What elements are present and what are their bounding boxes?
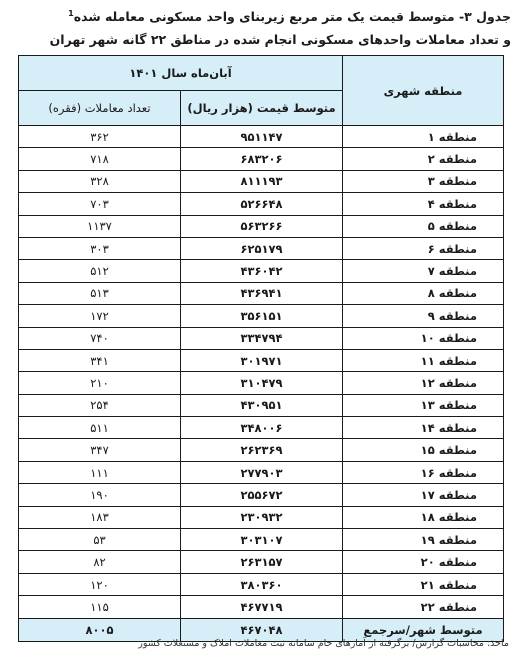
region-cell: منطقه ۲۲ xyxy=(343,596,504,618)
footer-price-cell: ۴۶۷۰۴۸ xyxy=(181,618,343,641)
count-cell: ۸۲ xyxy=(19,551,181,573)
count-cell: ۳۲۸ xyxy=(19,170,181,192)
price-table xyxy=(18,55,504,642)
table-row xyxy=(19,237,504,259)
region-cell: منطقه ۳ xyxy=(343,170,504,192)
count-cell: ۱۱۳۷ xyxy=(19,215,181,237)
count-cell: ۱۷۲ xyxy=(19,305,181,327)
price-cell: ۲۷۷۹۰۳ xyxy=(181,461,343,483)
count-cell: ۲۱۰ xyxy=(19,372,181,394)
region-cell: منطقه ۱۷ xyxy=(343,484,504,506)
price-cell: ۲۶۲۳۶۹ xyxy=(181,439,343,461)
region-cell: منطقه ۹ xyxy=(343,305,504,327)
price-cell: ۵۲۶۶۴۸ xyxy=(181,193,343,215)
price-cell: ۳۴۸۰۰۶ xyxy=(181,417,343,439)
price-cell: ۵۶۳۲۶۶ xyxy=(181,215,343,237)
price-cell: ۸۱۱۱۹۳ xyxy=(181,170,343,192)
region-cell: منطقه ۱ xyxy=(343,126,504,148)
table-row xyxy=(19,126,504,148)
region-cell: منطقه ۱۹ xyxy=(343,529,504,551)
price-cell: ۳۰۳۱۰۷ xyxy=(181,529,343,551)
table-row xyxy=(19,529,504,551)
region-cell: منطقه ۱۵ xyxy=(343,439,504,461)
table-row xyxy=(19,461,504,483)
count-cell: ۷۰۳ xyxy=(19,193,181,215)
table-row xyxy=(19,596,504,618)
region-column-header: منطقه شهری xyxy=(343,56,504,126)
price-cell: ۶۸۳۲۰۶ xyxy=(181,148,343,170)
table-title-line1 xyxy=(10,6,511,25)
table-row xyxy=(19,170,504,192)
region-cell: منطقه ۷ xyxy=(343,260,504,282)
price-cell: ۴۶۷۷۱۹ xyxy=(181,596,343,618)
count-cell: ۷۱۸ xyxy=(19,148,181,170)
period-header: آبان‌ماه سال ۱۴۰۱ xyxy=(19,56,343,91)
count-cell: ۱۱۵ xyxy=(19,596,181,618)
region-cell: منطقه ۱۲ xyxy=(343,372,504,394)
price-cell: ۲۶۳۱۵۷ xyxy=(181,551,343,573)
table-row xyxy=(19,372,504,394)
region-cell: منطقه ۱۶ xyxy=(343,461,504,483)
table-row xyxy=(19,260,504,282)
price-cell: ۳۰۱۹۷۱ xyxy=(181,349,343,371)
table-row xyxy=(19,282,504,304)
region-cell: منطقه ۱۸ xyxy=(343,506,504,528)
table-row xyxy=(19,305,504,327)
title-footnote-marker: 1 xyxy=(68,9,74,18)
count-column-header: تعداد معاملات (فقره) xyxy=(19,91,181,126)
region-cell: منطقه ۸ xyxy=(343,282,504,304)
header-row-top xyxy=(19,56,504,91)
count-cell: ۳۶۲ xyxy=(19,126,181,148)
footer-label-cell: متوسط شهر/سرجمع xyxy=(343,618,504,641)
price-cell: ۹۵۱۱۴۷ xyxy=(181,126,343,148)
region-cell: منطقه ۶ xyxy=(343,237,504,259)
count-cell: ۳۴۷ xyxy=(19,439,181,461)
table-title-line2: و تعداد معاملات واحدهای مسکونی انجام شده در مناطق ۲۲ گانه شهر تهران xyxy=(49,32,511,47)
price-cell: ۳۳۴۷۹۴ xyxy=(181,327,343,349)
table-row xyxy=(19,148,504,170)
count-cell: ۲۵۴ xyxy=(19,394,181,416)
footer-count-cell: ۸۰۰۵ xyxy=(19,618,181,641)
table-row xyxy=(19,327,504,349)
price-cell: ۶۲۵۱۷۹ xyxy=(181,237,343,259)
region-cell: منطقه ۱۳ xyxy=(343,394,504,416)
table-row xyxy=(19,349,504,371)
table-row xyxy=(19,394,504,416)
count-cell: ۵۱۲ xyxy=(19,260,181,282)
count-cell: ۵۱۳ xyxy=(19,282,181,304)
price-cell: ۴۳۶۰۴۲ xyxy=(181,260,343,282)
count-cell: ۳۰۳ xyxy=(19,237,181,259)
price-cell: ۳۸۰۳۶۰ xyxy=(181,573,343,595)
table-row xyxy=(19,193,504,215)
region-cell: منطقه ۴ xyxy=(343,193,504,215)
table-row xyxy=(19,506,504,528)
count-cell: ۱۹۰ xyxy=(19,484,181,506)
price-column-header: متوسط قیمت (هزار ریال) xyxy=(181,91,343,126)
count-cell: ۷۴۰ xyxy=(19,327,181,349)
count-cell: ۱۸۳ xyxy=(19,506,181,528)
count-cell: ۱۲۰ xyxy=(19,573,181,595)
count-cell: ۳۴۱ xyxy=(19,349,181,371)
table-row xyxy=(19,439,504,461)
table-row xyxy=(19,573,504,595)
region-cell: منطقه ۱۰ xyxy=(343,327,504,349)
count-cell: ۵۳ xyxy=(19,529,181,551)
price-cell: ۴۳۶۹۴۱ xyxy=(181,282,343,304)
region-cell: منطقه ۵ xyxy=(343,215,504,237)
price-cell: ۳۱۰۴۷۹ xyxy=(181,372,343,394)
price-cell: ۳۵۶۱۵۱ xyxy=(181,305,343,327)
table-row xyxy=(19,215,504,237)
table-row xyxy=(19,551,504,573)
count-cell: ۵۱۱ xyxy=(19,417,181,439)
title-text: جدول ۳- متوسط قیمت یک متر مربع زیربنای واحد مسکونی معامله شده xyxy=(73,9,511,25)
region-cell: منطقه ۲۱ xyxy=(343,573,504,595)
price-cell: ۲۳۰۹۳۲ xyxy=(181,506,343,528)
region-cell: منطقه ۱۴ xyxy=(343,417,504,439)
price-cell: ۲۵۵۶۷۲ xyxy=(181,484,343,506)
table-row xyxy=(19,484,504,506)
source-note: ماخذ: محاسبات گزارش/ برگرفته از آمارهای خام سامانه ثبت معاملات املاک و مستغلات کشور xyxy=(138,638,509,649)
price-cell: ۴۳۰۹۵۱ xyxy=(181,394,343,416)
region-cell: منطقه ۲ xyxy=(343,148,504,170)
count-cell: ۱۱۱ xyxy=(19,461,181,483)
region-cell: منطقه ۱۱ xyxy=(343,349,504,371)
region-cell: منطقه ۲۰ xyxy=(343,551,504,573)
table-row xyxy=(19,417,504,439)
